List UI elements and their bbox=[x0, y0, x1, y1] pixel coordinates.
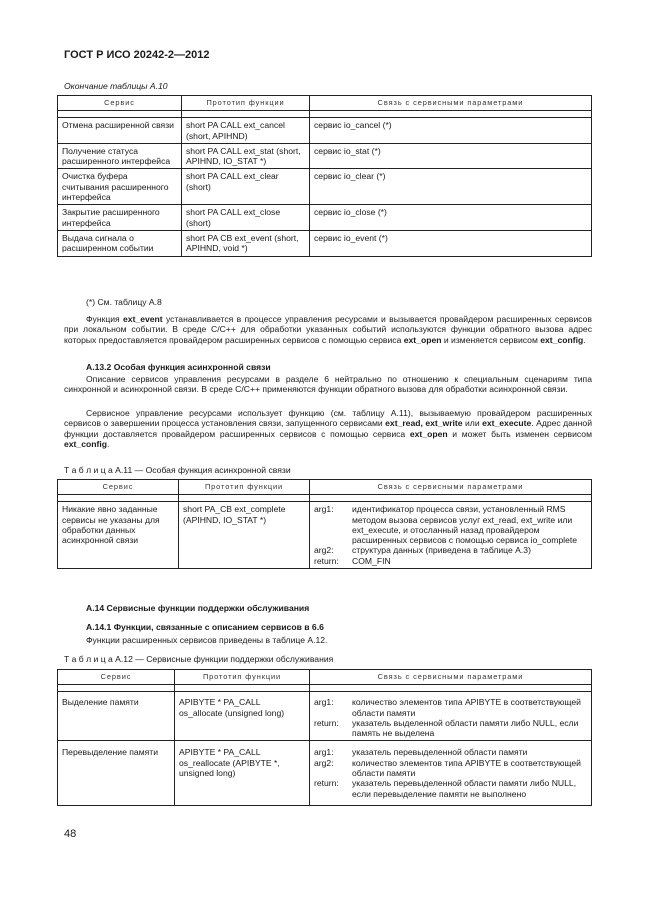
column-header: Прототип функции bbox=[182, 96, 310, 111]
text: устанавливается в процессе управления ресурсами и вызывается провайдером расширенных сервисов при локальном событии. В среде С/С++ для обработки указанных событий используются функции обратного вызова адрес которых предоставляется провайдером расширенных сервисов с помощью сервиса bbox=[64, 314, 592, 345]
column-header: Прототип функции bbox=[179, 480, 310, 495]
argument-row bbox=[314, 697, 587, 718]
column-header: Сервис bbox=[58, 96, 182, 111]
prototype-cell: short PA CALL ext_clear (short) bbox=[182, 169, 310, 205]
paragraph-functions-list: Функции расширенных сервисов приведены в таблице А.12. bbox=[86, 635, 328, 645]
service-cell: Выделение памяти bbox=[58, 692, 175, 741]
term: ext_open bbox=[409, 428, 448, 439]
argument-value: количество элементов типа APIBYTE в соответствующей области памяти bbox=[352, 697, 581, 718]
argument-key: return: bbox=[314, 555, 339, 566]
argument-row bbox=[314, 778, 587, 799]
argument-key: arg1: bbox=[314, 697, 334, 708]
link-cell bbox=[310, 502, 592, 569]
prototype-cell: short PA CALL ext_stat (short, APIHND, IO_STAT *) bbox=[182, 143, 310, 169]
term: ext_open bbox=[403, 334, 442, 345]
column-header: Связь с сервисными параметрами bbox=[310, 480, 592, 495]
table-a12-caption: Т а б л и ц а А.12 — Сервисные функции поддержки обслуживания bbox=[64, 654, 334, 664]
text: и изменяется сервисом bbox=[441, 334, 541, 345]
section-heading-a14: А.14 Сервисные функции поддержки обслуживания bbox=[86, 603, 310, 613]
text: . bbox=[106, 438, 110, 449]
table-row bbox=[58, 118, 592, 144]
text: . Адрес данной функции доставляется провайдером расширенных сервисов с помощью сервиса bbox=[64, 418, 593, 439]
column-header: Связь с сервисными параметрами bbox=[310, 96, 592, 111]
service-cell: Никакие явно заданные сервисы не указаны для обработки данных асинхронной связи bbox=[58, 502, 179, 569]
column-header: Прототип функции bbox=[175, 670, 310, 685]
table-a11-caption: Т а б л и ц а А.11 — Особая функция асинхронной связи bbox=[64, 465, 291, 475]
argument-value: указатель перевыделенной области памяти либо NULL, если перевыделение памяти не выполнено bbox=[352, 778, 577, 799]
argument-row bbox=[314, 545, 587, 555]
argument-row bbox=[314, 556, 587, 566]
column-header: Сервис bbox=[58, 670, 175, 685]
prototype-cell: short PA CALL ext_cancel (short, APIHND) bbox=[182, 118, 310, 144]
service-cell: Перевыделение памяти bbox=[58, 741, 175, 805]
text: Сервисное управление ресурсами использует функцию (см. таблицу А.11), вызываемую провайдером расширенных сервисов о завершении процесса установления связи, запущенного сервисами bbox=[64, 408, 592, 429]
service-cell: Отмена расширенной связи bbox=[58, 118, 182, 144]
service-cell: Закрытие расширенного интерфейса bbox=[58, 205, 182, 231]
text: или bbox=[462, 418, 483, 429]
page-number: 48 bbox=[64, 828, 77, 840]
table-a12 bbox=[57, 669, 592, 806]
link-cell bbox=[310, 692, 592, 741]
prototype-cell: APIBYTE * PA_CALL os_reallocate (APIBYTE *, unsigned long) bbox=[175, 741, 310, 805]
argument-value: идентификатор процесса связи, установленный RMS методом вызова сервисов услуг ext_read, ext_write или ext_execute, и отосланный назад провайдером расширенных сервисов с помощью сервиса io_complete bbox=[352, 504, 578, 546]
link-cell: сервис io_event (*) bbox=[310, 230, 592, 256]
argument-value: указатель выделенной области памяти либо NULL, если память не выделена bbox=[352, 717, 579, 739]
argument-key: arg1: bbox=[314, 504, 334, 515]
term: ext_event bbox=[123, 314, 163, 324]
text: Функция bbox=[86, 314, 124, 324]
link-cell: сервис io_close (*) bbox=[310, 205, 592, 231]
argument-key: arg1: bbox=[314, 747, 334, 758]
paragraph-resource-management bbox=[64, 408, 592, 449]
table-row bbox=[58, 502, 592, 569]
prototype-cell: short PA CB ext_event (short, APIHND, void *) bbox=[182, 230, 310, 256]
prototype-cell: APIBYTE * PA_CALL os_allocate (unsigned long) bbox=[175, 692, 310, 741]
link-cell: сервис io_clear (*) bbox=[310, 169, 592, 205]
table-row bbox=[58, 169, 592, 205]
argument-list bbox=[314, 504, 587, 566]
argument-key: return: bbox=[314, 778, 339, 789]
argument-value: количество элементов типа APIBYTE в соответствующей области памяти bbox=[352, 757, 581, 779]
column-header: Связь с сервисными параметрами bbox=[310, 670, 592, 685]
argument-list bbox=[314, 697, 587, 738]
link-cell: сервис io_cancel (*) bbox=[310, 118, 592, 144]
table-a10-caption: Окончание таблицы А.10 bbox=[64, 81, 168, 91]
argument-key: arg2: bbox=[314, 545, 334, 556]
table-row bbox=[58, 741, 592, 805]
table-row bbox=[58, 143, 592, 169]
argument-row bbox=[314, 718, 587, 739]
link-cell bbox=[310, 741, 592, 805]
prototype-cell: short PA CALL ext_close (short) bbox=[182, 205, 310, 231]
column-header: Сервис bbox=[58, 480, 179, 495]
table-row bbox=[58, 205, 592, 231]
service-cell: Выдача сигнала о расширенном событии bbox=[58, 230, 182, 256]
argument-key: return: bbox=[314, 717, 339, 728]
table-a10-footnote: (*) См. таблицу А.8 bbox=[86, 297, 162, 307]
table-a10 bbox=[57, 95, 592, 257]
paragraph-ext-event bbox=[64, 314, 592, 345]
standard-header: ГОСТ Р ИСО 20242-2—2012 bbox=[64, 49, 210, 61]
term: ext_config bbox=[64, 438, 107, 449]
table-a11 bbox=[57, 479, 592, 569]
table-row bbox=[58, 230, 592, 256]
argument-value: COM_FIN bbox=[352, 555, 391, 566]
argument-value: структура данных (приведена в таблице А.3) bbox=[352, 545, 531, 556]
paragraph-async-description: Описание сервисов управления ресурсами в разделе 6 нейтрально по отношению к специальным сценариям типа синхронной и асинхронной связи. В среде С/С++ применяются функции обратного вызова для обработки асинхронной связи. bbox=[64, 374, 592, 395]
section-heading-a13-2: А.13.2 Особая функция асинхронной связи bbox=[86, 362, 271, 372]
table-header-row bbox=[58, 96, 592, 111]
argument-list bbox=[314, 747, 587, 798]
table-header-row bbox=[58, 480, 592, 495]
prototype-cell: short PA_CB ext_complete (APIHND, IO_STAT *) bbox=[179, 502, 310, 569]
term: ext_read, ext_write bbox=[385, 418, 463, 429]
text: и может быть изменен сервисом bbox=[447, 428, 592, 439]
service-cell: Получение статуса расширенного интерфейса bbox=[58, 143, 182, 169]
argument-value: указатель перевыделенной области памяти bbox=[352, 747, 528, 758]
argument-key: arg2: bbox=[314, 757, 334, 768]
text: . bbox=[583, 334, 586, 345]
link-cell: сервис io_stat (*) bbox=[310, 143, 592, 169]
argument-row bbox=[314, 504, 587, 545]
term: ext_execute bbox=[482, 418, 532, 429]
argument-row bbox=[314, 758, 587, 779]
service-cell: Очистка буфера считывания расширенного интерфейса bbox=[58, 169, 182, 205]
section-heading-a14-1: А.14.1 Функции, связанные с описанием сервисов в 6.6 bbox=[86, 622, 324, 632]
term: ext_config bbox=[540, 334, 584, 345]
table-row bbox=[58, 692, 592, 741]
table-header-row bbox=[58, 670, 592, 685]
argument-row bbox=[314, 747, 587, 757]
